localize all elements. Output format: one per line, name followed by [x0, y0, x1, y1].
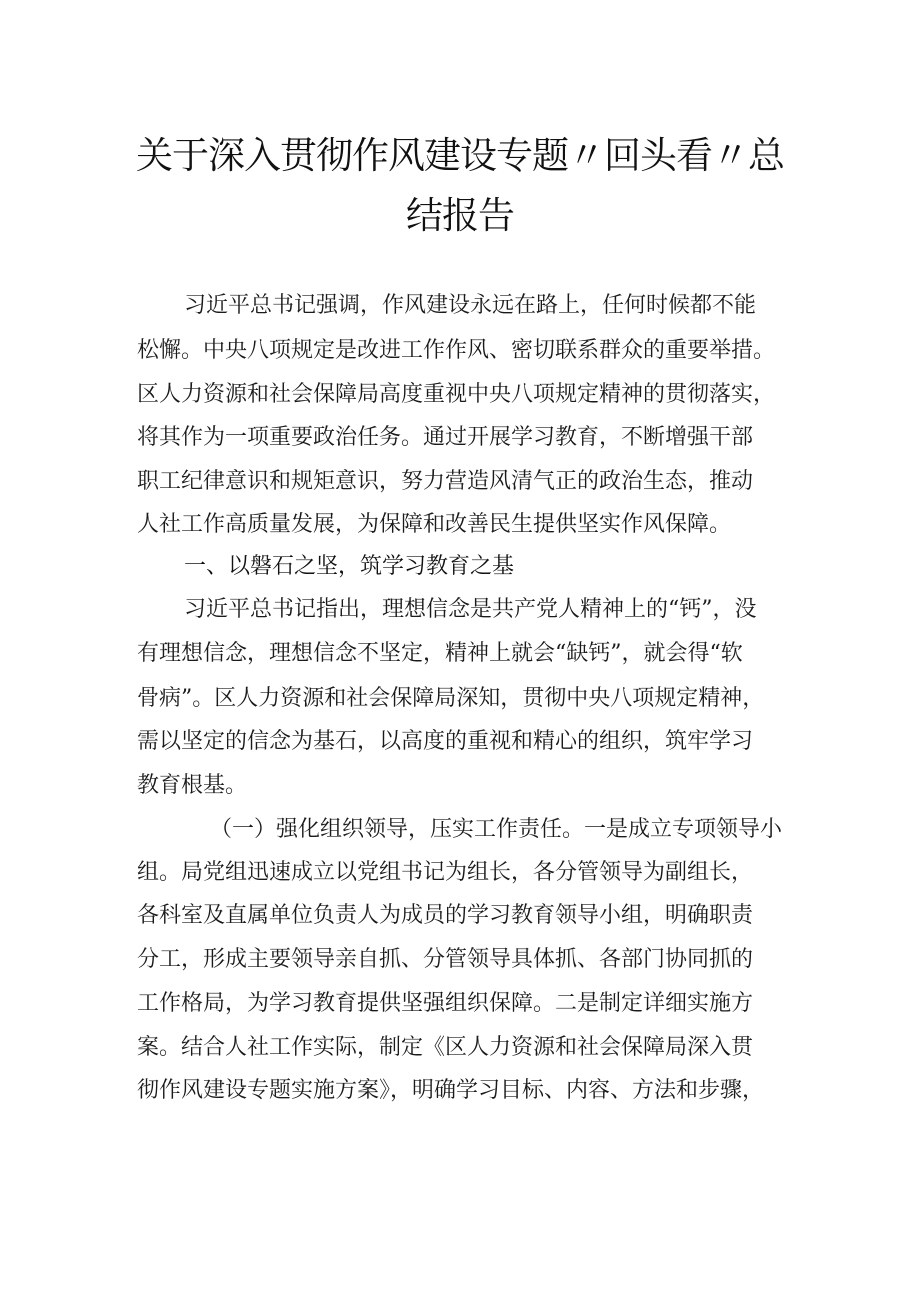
section-1-paragraph-line: 习近平总书记指出，理想信念是共产党人精神上的“钙”，没 [184, 597, 757, 622]
intro-paragraph-line: 区人力资源和社会保障局高度重视中央八项规定精神的贯彻落实， [137, 382, 776, 407]
intro-paragraph-line: 将其作为一项重要政治任务。通过开展学习教育，不断增强干部 [137, 425, 754, 450]
document-title-line-2: 结报告 [406, 194, 514, 237]
section-1-paragraph-line: 需以坚定的信念为基石，以高度的重视和精心的组织，筑牢学习 [137, 729, 754, 754]
section-1-paragraph-line: 有理想信念，理想信念不坚定，精神上就会“缺钙”，就会得“软 [137, 641, 743, 666]
subsection-1-paragraph-line: 工作格局，为学习教育提供坚强组织保障。二是制定详细实施方 [137, 991, 754, 1016]
subsection-1-paragraph-line: 彻作风建设专题实施方案》，明确学习目标、内容、方法和步骤， [137, 1078, 765, 1103]
intro-paragraph-line: 职工纪律意识和规矩意识，努力营造风清气正的政治生态，推动 [137, 469, 754, 494]
subsection-1-paragraph-line: 组。局党组迅速成立以党组书记为组长，各分管领导为副组长， [137, 860, 754, 885]
subsection-1-paragraph-line: 案。结合人社工作实际，制定《区人力资源和社会保障局深入贯 [137, 1035, 754, 1060]
subsection-1-paragraph-line: （一）强化组织领导，压实工作责任。一是成立专项领导小 [210, 817, 783, 842]
section-1-heading: 一、以磐石之坚，筑学习教育之基 [184, 554, 515, 579]
subsection-1-paragraph-line: 分工，形成主要领导亲自抓、分管领导具体抓、各部门协同抓的 [137, 947, 754, 972]
section-1-paragraph-line: 教育根基。 [137, 773, 248, 798]
intro-paragraph-line: 人社工作高质量发展，为保障和改善民生提供坚实作风保障。 [137, 512, 732, 537]
intro-paragraph-line: 松懈。中央八项规定是改进工作作风、密切联系群众的重要举措。 [137, 338, 776, 363]
document-title-line-1: 关于深入贯彻作风建设专题〃回头看〃总 [136, 134, 784, 177]
section-1-paragraph-line: 骨病”。区人力资源和社会保障局深知，贯彻中央八项规定精神， [137, 686, 765, 711]
intro-paragraph-line: 习近平总书记强调，作风建设永远在路上，任何时候都不能 [184, 293, 757, 318]
subsection-1-paragraph-line: 各科室及直属单位负责人为成员的学习教育领导小组，明确职责 [137, 903, 754, 928]
